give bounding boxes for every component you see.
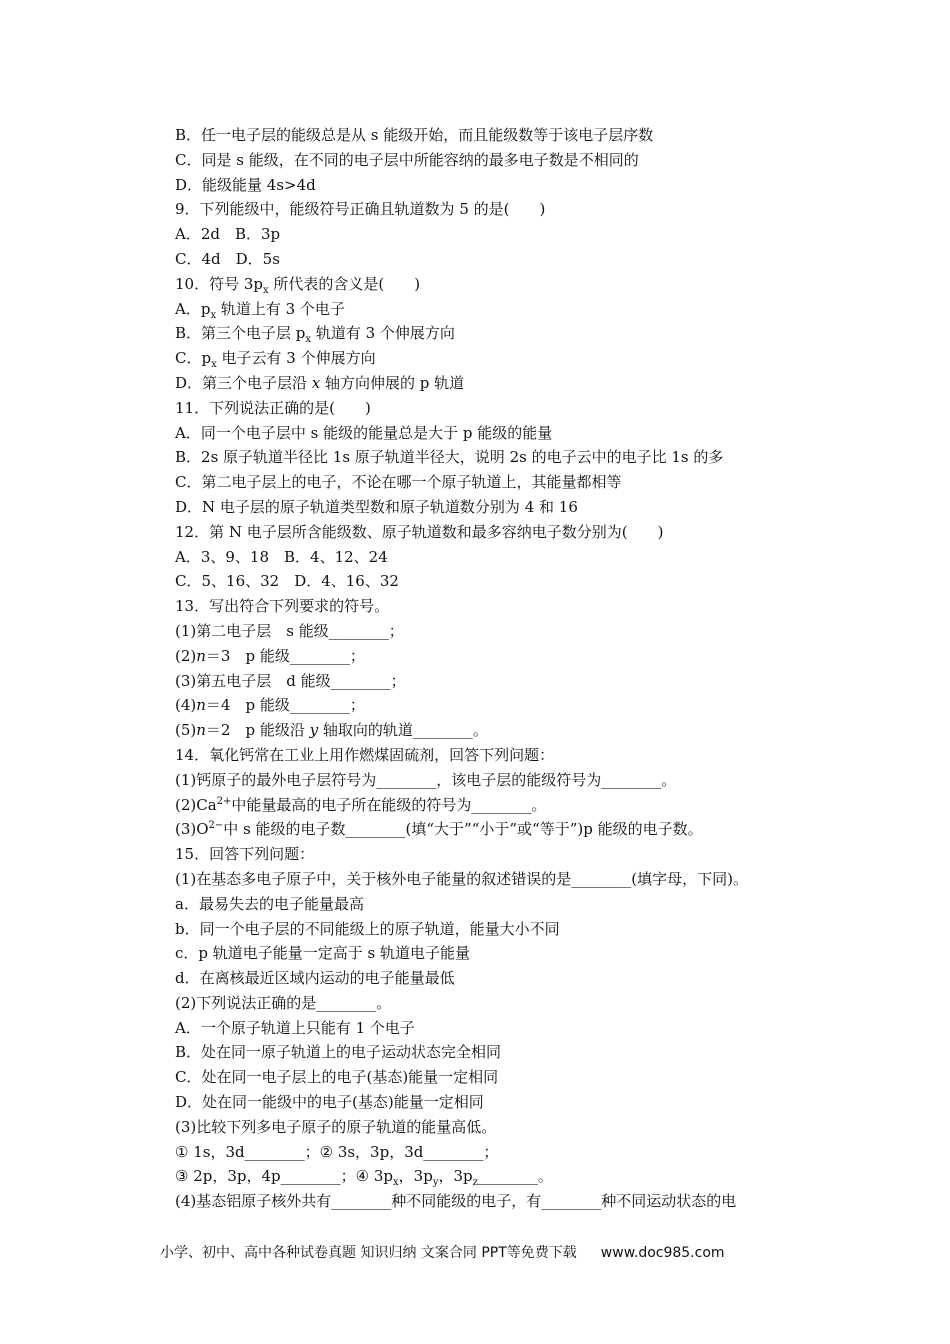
text-line: (3)第五电子层 d 能级________； [175,671,406,690]
text-line: (2)下列说法正确的是________。 [175,993,392,1012]
text-line: $(2)Ca^{2+}$中能量最高的电子所在能级的符号为________。 [175,795,547,814]
text-line: ③ 2p，3p，4p________；④ $3p_x$，$3p_y$，$3p_z\_\_\_\_\_\_\_\_$。 [175,1167,553,1189]
text-line: 12．第 N 电子层所含能级数、原子轨道数和最多容纳电子数分别为( ) [175,522,664,541]
text-line: A．2d B．3p [175,225,281,244]
text-line: 13．写出符合下列要求的符号。 [175,597,390,616]
text-line: B．第三个电子层 $p_x$ 轨道有 3 个伸展方向 [175,324,455,346]
question-text-block [175,123,835,1214]
text-line: c．p 轨道电子能量一定高于 s 轨道电子能量 [175,944,471,963]
text-line: C．处在同一电子层上的电子(基态)能量一定相同 [175,1068,499,1087]
text-line: B．处在同一原子轨道上的电子运动状态完全相同 [175,1043,502,1062]
text-line: 10．符号 $3p_x$ 所代表的含义是( ) [175,274,421,296]
text-line: 9．下列能级中，能级符号正确且轨道数为 5 的是( ) [175,200,546,219]
text-line: 15．回答下列问题： [175,845,315,864]
text-line: (1)第二电子层 s 能级________； [175,621,404,640]
text-line: $(3)O^{2-}$中 s 能级的电子数________(填“大于”“小于”或“等于”)p 能级的电子数。 [175,820,703,839]
text-line: 14．氧化钙常在工业上用作燃煤固硫剂，回答下列问题： [175,745,555,764]
footer-website: www.doc985.com [600,1245,725,1261]
text-line: D．能级能量 4s>4d [175,175,316,194]
footer-text: 小学、初中、高中各种试卷真题 知识归纳 文案合同 PPT等免费下载 [160,1245,577,1261]
text-line: (3)比较下列多电子原子的原子轨道的能量高低。 [175,1117,497,1136]
text-line: C．5、16、32 D．4、16、32 [175,572,399,591]
text-line: C．第二电子层上的电子，不论在哪一个原子轨道上，其能量都相等 [175,473,622,492]
text-line: A．$p_x$ 轨道上有 3 个电子 [175,299,345,321]
text-line: 11．下列说法正确的是( ) [175,398,371,417]
text-line: (1)在基态多电子原子中，关于核外电子能量的叙述错误的是________(填字母，下同)。 [175,869,748,888]
text-line: a．最易失去的电子能量最高 [175,894,364,913]
text-line: B．任一电子层的能级总是从 s 能级开始，而且能级数等于该电子层序数 [175,126,654,144]
text-line: D．N 电子层的原子轨道类型数和原子轨道数分别为 4 和 16 [175,497,578,516]
text-line: A．3、9、18 B．4、12、24 [175,547,388,566]
text-line: A．同一个电子层中 s 能级的能量总是大于 p 能级的能量 [175,423,553,442]
text-line: ① 1s，3d________；② 3s，3p，3d________； [175,1142,499,1161]
text-line: C．4d D．5s [175,249,280,268]
text-line: B．2s 原子轨道半径比 1s 原子轨道半径大，说明 2s 的电子云中的电子比 1s 的多 [175,448,724,467]
text-line: (4)基态铝原子核外共有________种不同能级的电子，有________种不同运动状态的电 [175,1192,737,1211]
text-line: (4)n＝4 p 能级________； [175,696,365,715]
text-line: (1)钙原子的最外电子层符号为________，该电子层的能级符号为________。 [175,770,677,789]
text-line: C．$p_x$ 电子云有 3 个伸展方向 [175,349,376,371]
text-line: D．处在同一能级中的电子(基态)能量一定相同 [175,1093,484,1112]
text-line: b．同一个电子层的不同能级上的原子轨道，能量大小不同 [175,919,560,938]
text-line: D．第三个电子层沿 x 轴方向伸展的 p 轨道 [175,373,465,392]
text-line: C．同是 s 能级，在不同的电子层中所能容纳的最多电子数是不相同的 [175,150,639,169]
text-line: d．在离核最近区域内运动的电子能量最低 [175,969,455,988]
text-line: (2)n＝3 p 能级________； [175,646,365,665]
page-footer [160,1242,800,1262]
text-line: (5)n＝2 p 能级沿 y 轴取向的轨道________。 [175,721,488,740]
text-line: A．一个原子轨道上只能有 1 个电子 [175,1018,415,1037]
